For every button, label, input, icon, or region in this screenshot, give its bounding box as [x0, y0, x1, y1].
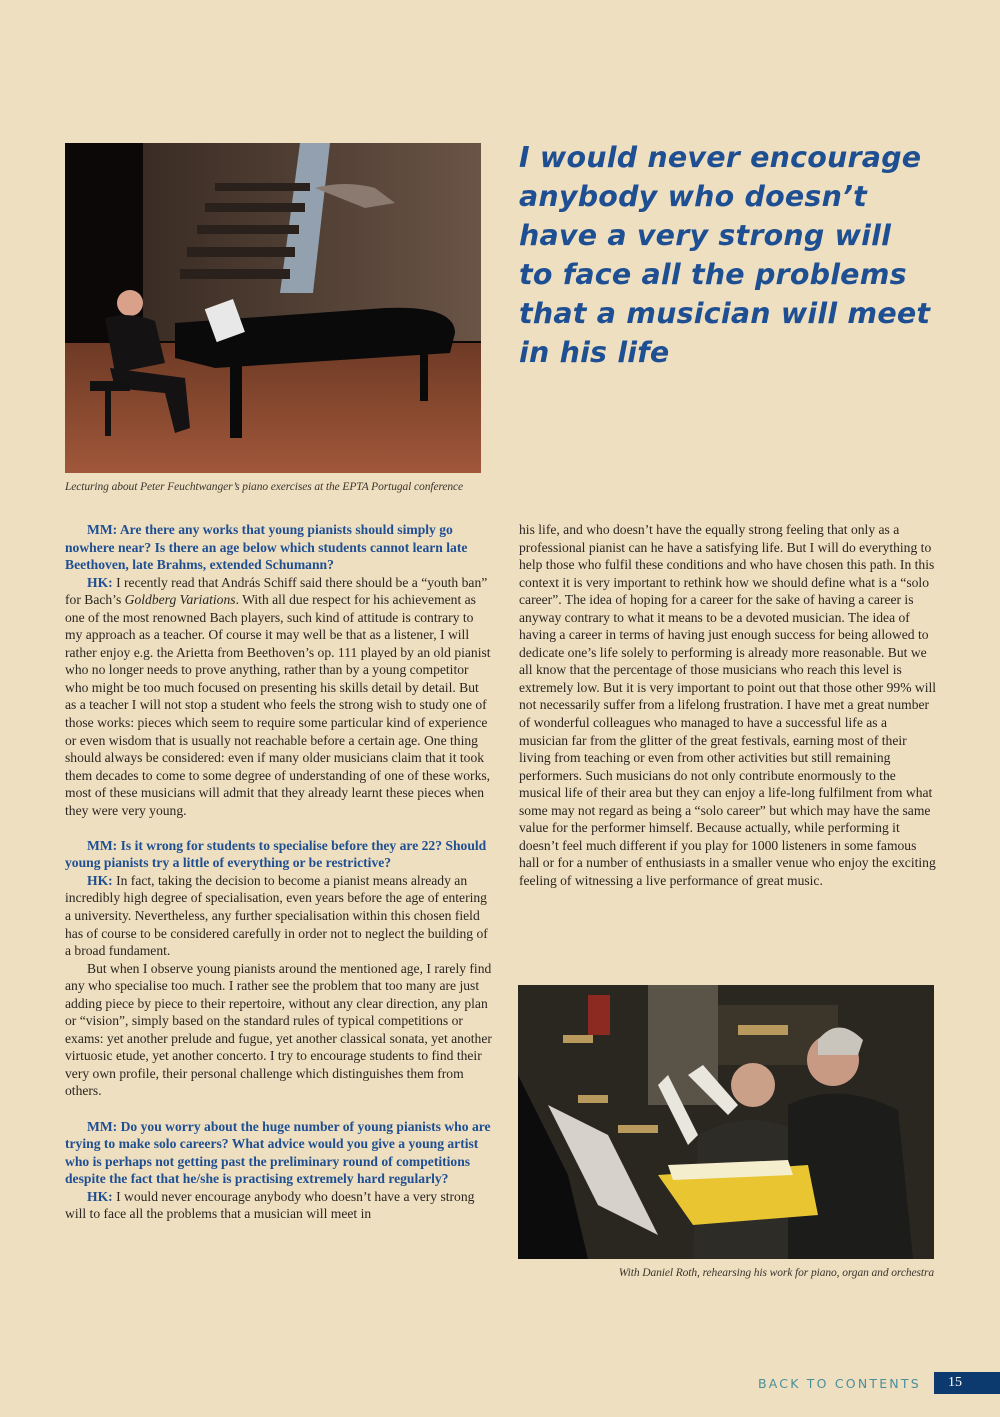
work-title: Goldberg Variations	[124, 592, 236, 608]
page-number-badge: 15	[934, 1372, 1000, 1394]
photo1-caption: Lecturing about Peter Feuchtwanger’s piano exercises at the EPTA Portugal conference	[65, 481, 464, 493]
article-right-column	[519, 521, 939, 889]
pull-quote-line: to face all the problems	[519, 258, 907, 291]
pull-quote	[519, 138, 959, 372]
answer-text: In fact, taking the decision to become a pianist means already an incredibly high degree of specialisation, even years before the age of entering a university. Nevertheless, any further specialisation within this chosen field has of course to be considered carefully in order not to neglect the building of a broad fundament.	[65, 872, 488, 959]
rehearsal-photo	[518, 985, 934, 1259]
rehearsal-illustration	[518, 985, 934, 1259]
interview-question: MM: Are there any works that young pianists should simply go nowhere near? Is there an age below which students cannot learn late Beethoven, late Brahms, extended Schumann?	[65, 522, 468, 573]
back-to-contents-link[interactable]: BACK TO CONTENTS	[758, 1376, 921, 1391]
pull-quote-line: anybody who doesn’t	[519, 180, 867, 213]
piano-lecture-illustration	[65, 143, 481, 473]
photo2-caption: With Daniel Roth, rehearsing his work for piano, organ and orchestra	[618, 1267, 934, 1279]
interview-question: MM: Do you worry about the huge number of young pianists who are trying to make solo careers? What advice would you give a young artist who is perhaps not getting past the preliminary round of competitions despite the fact that he/she is practising extremely hard regularly?	[65, 1118, 491, 1187]
answer-text: I would never encourage anybody who doesn’t have a very strong will to face all the problems that a musician will meet in	[65, 1188, 475, 1222]
speaker-label: HK:	[87, 1188, 113, 1204]
speaker-label: HK:	[87, 574, 113, 590]
pull-quote-line: in his life	[519, 336, 670, 369]
interview-answer-continued: But when I observe young pianists around the mentioned age, I rarely find any who specialise too much. I rather see the problem that too many are just adding piece by piece to their repertoire, without any clear direction, any plan or “vision”, simply based on the standard rules of typical competitions or exams: yet another prelude and fugue, yet another classical sonata, yet another virtuosic etude, yet another concerto. I try to encourage students to find their very own profile, their personal challenge which distinguishes them from others.	[65, 960, 492, 1099]
answer-text: I recently read that András Schiff said there should be a “youth ban” for Bach’s	[65, 574, 488, 608]
interview-answer	[65, 574, 493, 820]
speaker-label: HK:	[87, 872, 113, 888]
pull-quote-line: have a very strong will	[519, 219, 892, 252]
piano-lecture-photo	[65, 143, 481, 473]
interview-answer-continued: his life, and who doesn’t have the equally strong feeling that only as a professional pianist can he have a satisfying life. But I will do everything to help those who fulfil these conditions and who have chosen this path. In this context it is very important to rethink how we should define what is a “solo career”. The idea of hoping for a career for the sake of having a career is anyway contrary to what it means to be a devoted musician. The idea of having a career in terms of having just enough success for being allowed to dedicate one’s life solely to performing is already more reasonable. But we all know that the percentage of those musicians who reach this level is extremely low. But it is very important to point out that those other 99% will not necessarily suffer from a lifelong frustration. I have met a great number of wonderful colleagues who managed to have a successful life as a musician far from the glitter of the great festivals, earning most of their living from teaching or even from other activities but still remaining performers. Such musicians do not only contribute enormously to the musical life of their area but they can enjoy a life-long fulfilment from what some may not regard as being a “solo career” but which may have the same value for the performer himself. Because actually, while performing it doesn’t feel much different if you play for 1000 listeners in some famous hall or for a number of enthusiasts in a smaller venue who enjoy the exciting feeling of witnessing a live performance of great music.	[519, 522, 937, 888]
pull-quote-line: that a musician will meet	[519, 297, 931, 330]
interview-answer	[65, 1188, 493, 1223]
interview-question: MM: Is it wrong for students to specialise before they are 22? Should young pianists try a little of everything or be restrictive?	[65, 837, 487, 871]
answer-text: . With all due respect for his achievement as one of the most renowned Bach players, such kind of attitude is contrary to my approach as a teacher. Of course it may well be that as a listener, I will rather enjoy e.g. the Arietta from Beethoven’s op. 111 played by an old pianist who no longer needs to prove anything, rather than by a young competitor who might be too much focused on presenting his skills detail by detail. But as a teacher I will not stop a student who feels the strong wish to study one of those works: pieces which seem to require some particular kind of experience or even wisdom that is usually not reachable before a certain age. One thing should always be considered: even if many older musicians claim that it took them decades to come to some degree of understanding of one of these works, most of these musicians will admit that they already learnt these pieces when they were very young.	[65, 592, 491, 818]
pull-quote-line: I would never encourage	[519, 141, 922, 174]
article-left-column	[65, 521, 493, 1223]
interview-answer	[65, 872, 493, 960]
